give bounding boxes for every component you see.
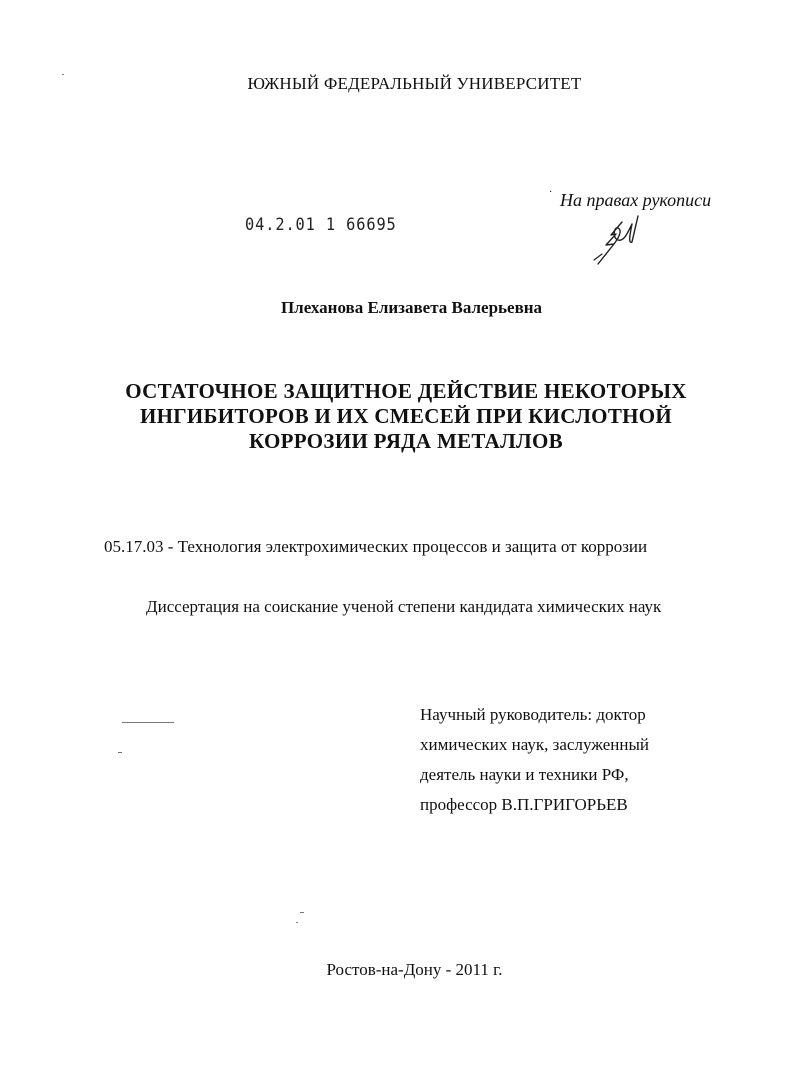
- stamp-mark: ·: [549, 187, 553, 198]
- degree-statement: Диссертация на соискание ученой степени кандидата химических наук: [146, 597, 662, 616]
- scan-speck: [62, 74, 64, 75]
- author-name: Плеханова Елизавета Валерьевна: [280, 298, 543, 317]
- university-name: ЮЖНЫЙ ФЕДЕРАЛЬНЫЙ УНИВЕРСИТЕТ: [247, 74, 582, 93]
- title-line: КОРРОЗИИ РЯДА МЕТАЛЛОВ: [249, 429, 563, 453]
- title-line: ИНГИБИТОРОВ И ИХ СМЕСЕЙ ПРИ КИСЛОТНОЙ: [139, 404, 673, 428]
- handwritten-signature-icon: [592, 214, 642, 266]
- dissertation-title: [0, 379, 799, 454]
- manuscript-note: На правах рукописи: [560, 190, 712, 210]
- scan-speck: [300, 912, 304, 913]
- supervisor-line: Научный руководитель: доктор: [420, 705, 646, 724]
- scan-speck: [122, 722, 174, 723]
- supervisor-line: профессор В.П.ГРИГОРЬЕВ: [420, 795, 628, 814]
- registration-number: 04.2.01 1 66695: [245, 215, 397, 235]
- supervisor-line: деятель науки и техники РФ,: [420, 765, 629, 784]
- supervisor-line: химических наук, заслуженный: [420, 735, 650, 754]
- city-year: Ростов-на-Дону - 2011 г.: [326, 960, 503, 979]
- specialty-code: 05.17.03 - Технология электрохимических процессов и защита от коррозии: [104, 537, 648, 556]
- supervisor-block: [420, 700, 649, 820]
- scan-speck: [296, 922, 298, 923]
- scan-speck: [118, 752, 122, 753]
- title-line: ОСТАТОЧНОЕ ЗАЩИТНОЕ ДЕЙСТВИЕ НЕКОТОРЫХ: [125, 379, 687, 403]
